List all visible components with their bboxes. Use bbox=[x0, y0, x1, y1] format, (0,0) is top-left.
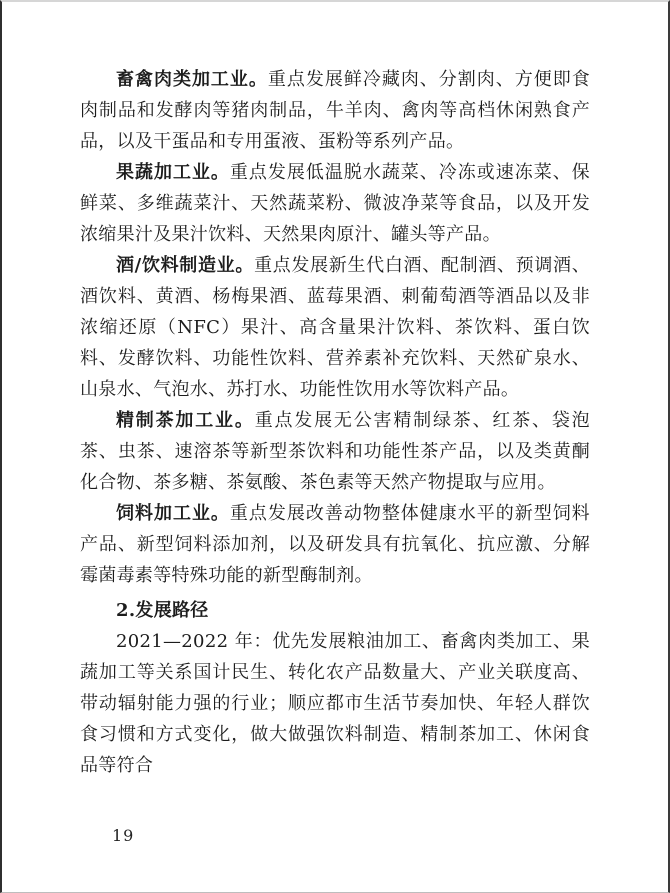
paragraph-lead-alcohol-beverage: 酒/饮料制造业。 bbox=[116, 255, 255, 276]
paragraph-alcohol-beverage-manufacturing bbox=[80, 250, 590, 405]
paragraph-body-alcohol-beverage: 重点发展新生代白酒、配制酒、预调酒、酒饮料、黄酒、杨梅果酒、蓝莓果酒、刺葡萄酒等酒品以及非浓缩还原（NFC）果汁、高含量果汁饮料、茶饮料、蛋白饮料、发酵饮料、功能性饮料、营养素补充饮料、天然矿泉水、山泉水、气泡水、苏打水、功能性饮用水等饮料产品。 bbox=[80, 255, 590, 400]
paragraph-fruit-vegetable-processing bbox=[80, 157, 590, 250]
page-number: 19 bbox=[112, 826, 135, 845]
paragraph-body-feed: 重点发展改善动物整体健康水平的新型饲料产品、新型饲料添加剂，以及研发具有抗氧化、抗应激、分解霉菌毒素等特殊功能的新型酶制剂。 bbox=[80, 503, 590, 586]
paragraph-refined-tea-processing bbox=[80, 405, 590, 498]
section-heading-development-path: 2.发展路径 bbox=[116, 600, 209, 621]
paragraph-lead-refined-tea: 精制茶加工业。 bbox=[116, 410, 255, 431]
paragraph-feed-processing bbox=[80, 498, 590, 591]
paragraph-livestock-meat-processing bbox=[80, 64, 590, 157]
paragraph-lead-fruit-vegetable: 果蔬加工业。 bbox=[116, 162, 230, 183]
paragraph-lead-feed: 饲料加工业。 bbox=[116, 503, 230, 524]
page-content bbox=[80, 64, 590, 781]
paragraph-lead-livestock: 畜禽肉类加工业。 bbox=[116, 69, 268, 90]
paragraph-body-livestock: 重点发展鲜冷藏肉、分割肉、方便即食肉制品和发酵肉等猪肉制品，牛羊肉、禽肉等高档休闲熟食产品，以及干蛋品和专用蛋液、蛋粉等系列产品。 bbox=[80, 69, 590, 152]
paragraph-development-path-2021-2022: 2021—2022 年：优先发展粮油加工、畜禽肉类加工、果蔬加工等关系国计民生、转化农产品数量大、产业关联度高、带动辐射能力强的行业；顺应都市生活节奏加快、年轻人群饮食习惯和方式变化，做大做强饮料制造、精制茶加工、休闲食品等符合 bbox=[80, 631, 590, 776]
paragraph-body-refined-tea: 重点发展无公害精制绿茶、红茶、袋泡茶、虫茶、速溶茶等新型茶饮料和功能性茶产品，以及类黄酮化合物、茶多糖、茶氨酸、茶色素等天然产物提取与应用。 bbox=[80, 410, 590, 493]
paragraph-body-fruit-vegetable: 重点发展低温脱水蔬菜、冷冻或速冻菜、保鲜菜、多维蔬菜汁、天然蔬菜粉、微波净菜等食品，以及开发浓缩果汁及果汁饮料、天然果肉原汁、罐头等产品。 bbox=[80, 162, 590, 245]
